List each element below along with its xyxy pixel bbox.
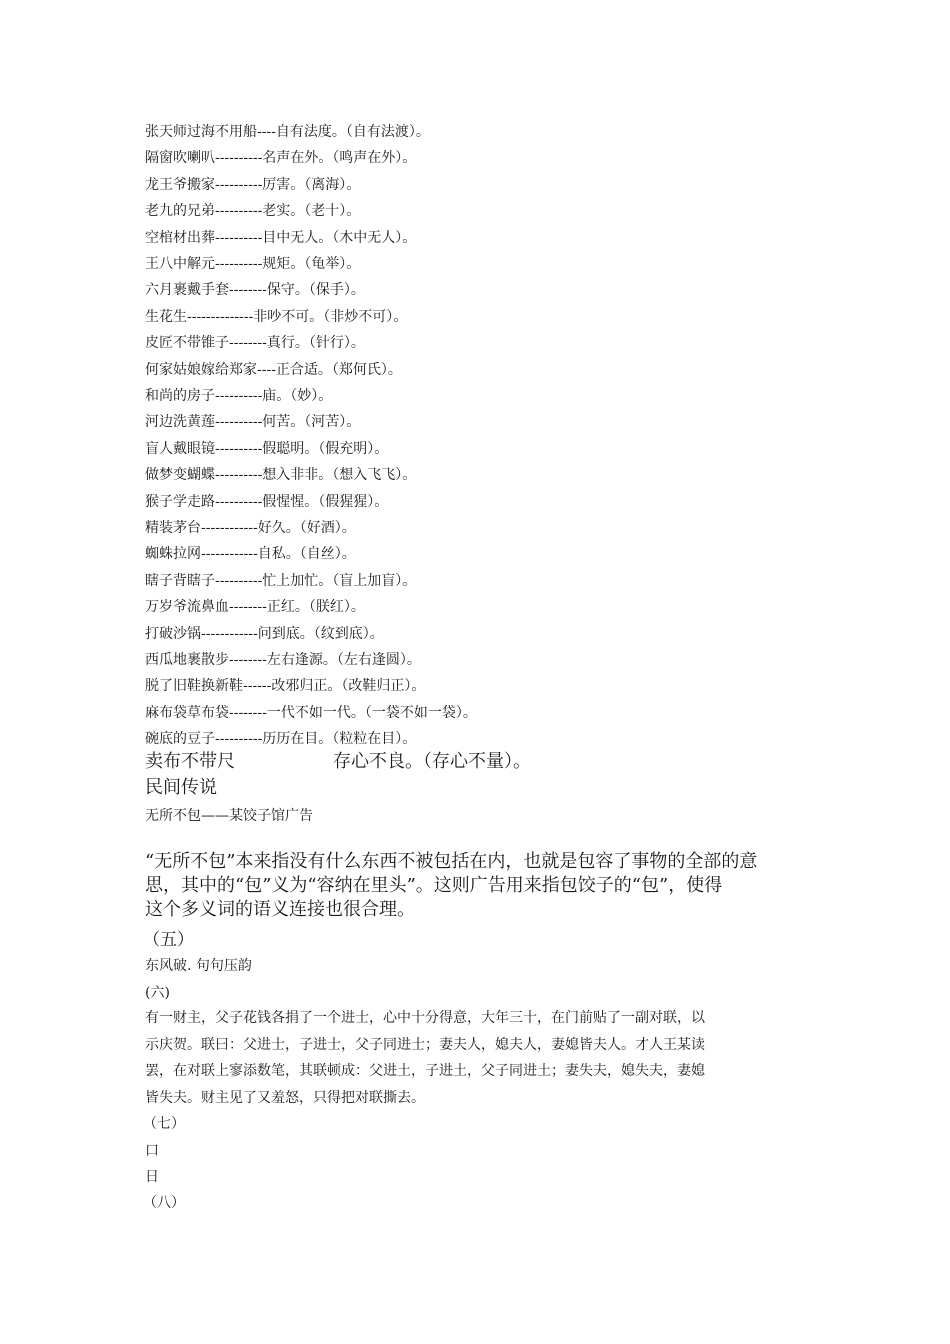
xiehouyu-line: 龙王爷搬家----------厉害。（离海）。 [145,176,361,193]
section-5-heading: （五） [143,930,194,950]
xiehouyu-line: 张天师过海不用船----自有法度。（自有法渡）。 [145,124,430,140]
xiehouyu-line: 猴子学走路----------假惺惺。（假猩猩）。 [145,493,389,510]
xiehouyu-line: 皮匠不带锥子--------真行。（针行）。 [145,335,365,352]
section-7-char-ri: 日 [145,1169,159,1185]
xiehouyu-line: 瞎子背瞎子----------忙上加忙。（盲上加盲）。 [145,572,417,589]
section-7-char-kou: 口 [145,1143,159,1159]
xiehouyu-line: 碗底的豆子----------历历在目。（粒粒在目）。 [145,731,417,748]
xiehouyu-line: 麻布袋草布袋--------一代不如一代。（一袋不如一袋）。 [145,704,477,721]
xiehouyu-line: 隔窗吹喇叭----------名声在外。（鸣声在外）。 [145,150,417,167]
section-6-line: 有一财主，父子花钱各捐了一个进士，心中十分得意，大年三十，在门前贴了一副对联，以 [145,1010,705,1026]
ad-paragraph-line: 这个多义词的语义连接也很合理。 [145,899,415,920]
xiehouyu-line: 脱了旧鞋换新鞋------改邪归正。（改鞋归正）。 [145,678,426,695]
xiehouyu-line: 万岁爷流鼻血--------正红。（朕红）。 [145,599,365,616]
riddle-line-bolt-cloth [145,747,531,773]
ad-paragraph-line: 思，其中的“包”义为“容纳在里头”。这则广告用来指包饺子的“包”，使得 [145,875,723,896]
xiehouyu-line: 老九的兄弟----------老实。（老十）。 [145,203,361,220]
xiehouyu-line: 西瓜地裹散步--------左右逢源。（左右逢圆）。 [145,652,421,668]
xiehouyu-line: 空棺材出葬----------目中无人。（木中无人）。 [145,229,417,246]
riddle-left: 卖布不带尺 [145,751,235,772]
folk-heading: 民间传说 [145,777,217,798]
xiehouyu-line: 河边洗黄莲----------何苦。（河苦）。 [145,414,361,431]
section-6-line: 皆失夫。财主见了又羞怒，只得把对联撕去。 [145,1089,425,1106]
riddle-right: 存心不良。（存心不量）。 [333,751,531,772]
section-5-text: 东风破. 句句压韵 [145,958,252,974]
xiehouyu-line: 何家姑娘嫁给郑家----正合适。（郑何氏）。 [145,361,402,378]
xiehouyu-line: 蜘蛛拉网------------自私。（自丝）。 [145,546,356,563]
section-6-line: 示庆贺。联曰：父进士，子进士，父子同进士；妻夫人，媳夫人，妻媳皆夫人。才人王某读 [145,1036,705,1053]
xiehouyu-line: 生花生--------------非吵不可。（非炒不可）。 [145,308,408,325]
xiehouyu-line: 精装茅台------------好久。（好酒）。 [145,520,356,536]
section-6-heading: (六) [145,985,170,1001]
section-6-line: 罢，在对联上寥添数笔，其联顿成：父进土，子进土，父子同进土；妻失夫，媳失夫，妻媳 [145,1063,705,1079]
xiehouyu-line: 做梦变蝴蝶----------想入非非。（想入飞飞）。 [145,467,417,484]
ad-paragraph [145,850,810,922]
xiehouyu-line: 盲人戴眼镜----------假聪明。（假充明）。 [145,440,389,457]
xiehouyu-line: 王八中解元----------规矩。（龟举）。 [145,256,361,272]
ad-paragraph-line: “无所不包”本来指没有什么东西不被包括在内，也就是包容了事物的全部的意 [145,851,758,872]
ad-line: 无所不包——某饺子馆广告 [145,808,313,824]
section-6-paragraph [145,1005,810,1111]
section-7-heading: （七） [143,1116,185,1132]
xiehouyu-line: 打破沙锅------------问到底。（纹到底）。 [145,625,384,642]
xiehouyu-line: 和尚的房子----------庙。（妙）。 [145,388,333,404]
xiehouyu-line: 六月裹戴手套--------保守。（保手）。 [145,282,365,299]
section-8-heading: （八） [143,1195,185,1211]
